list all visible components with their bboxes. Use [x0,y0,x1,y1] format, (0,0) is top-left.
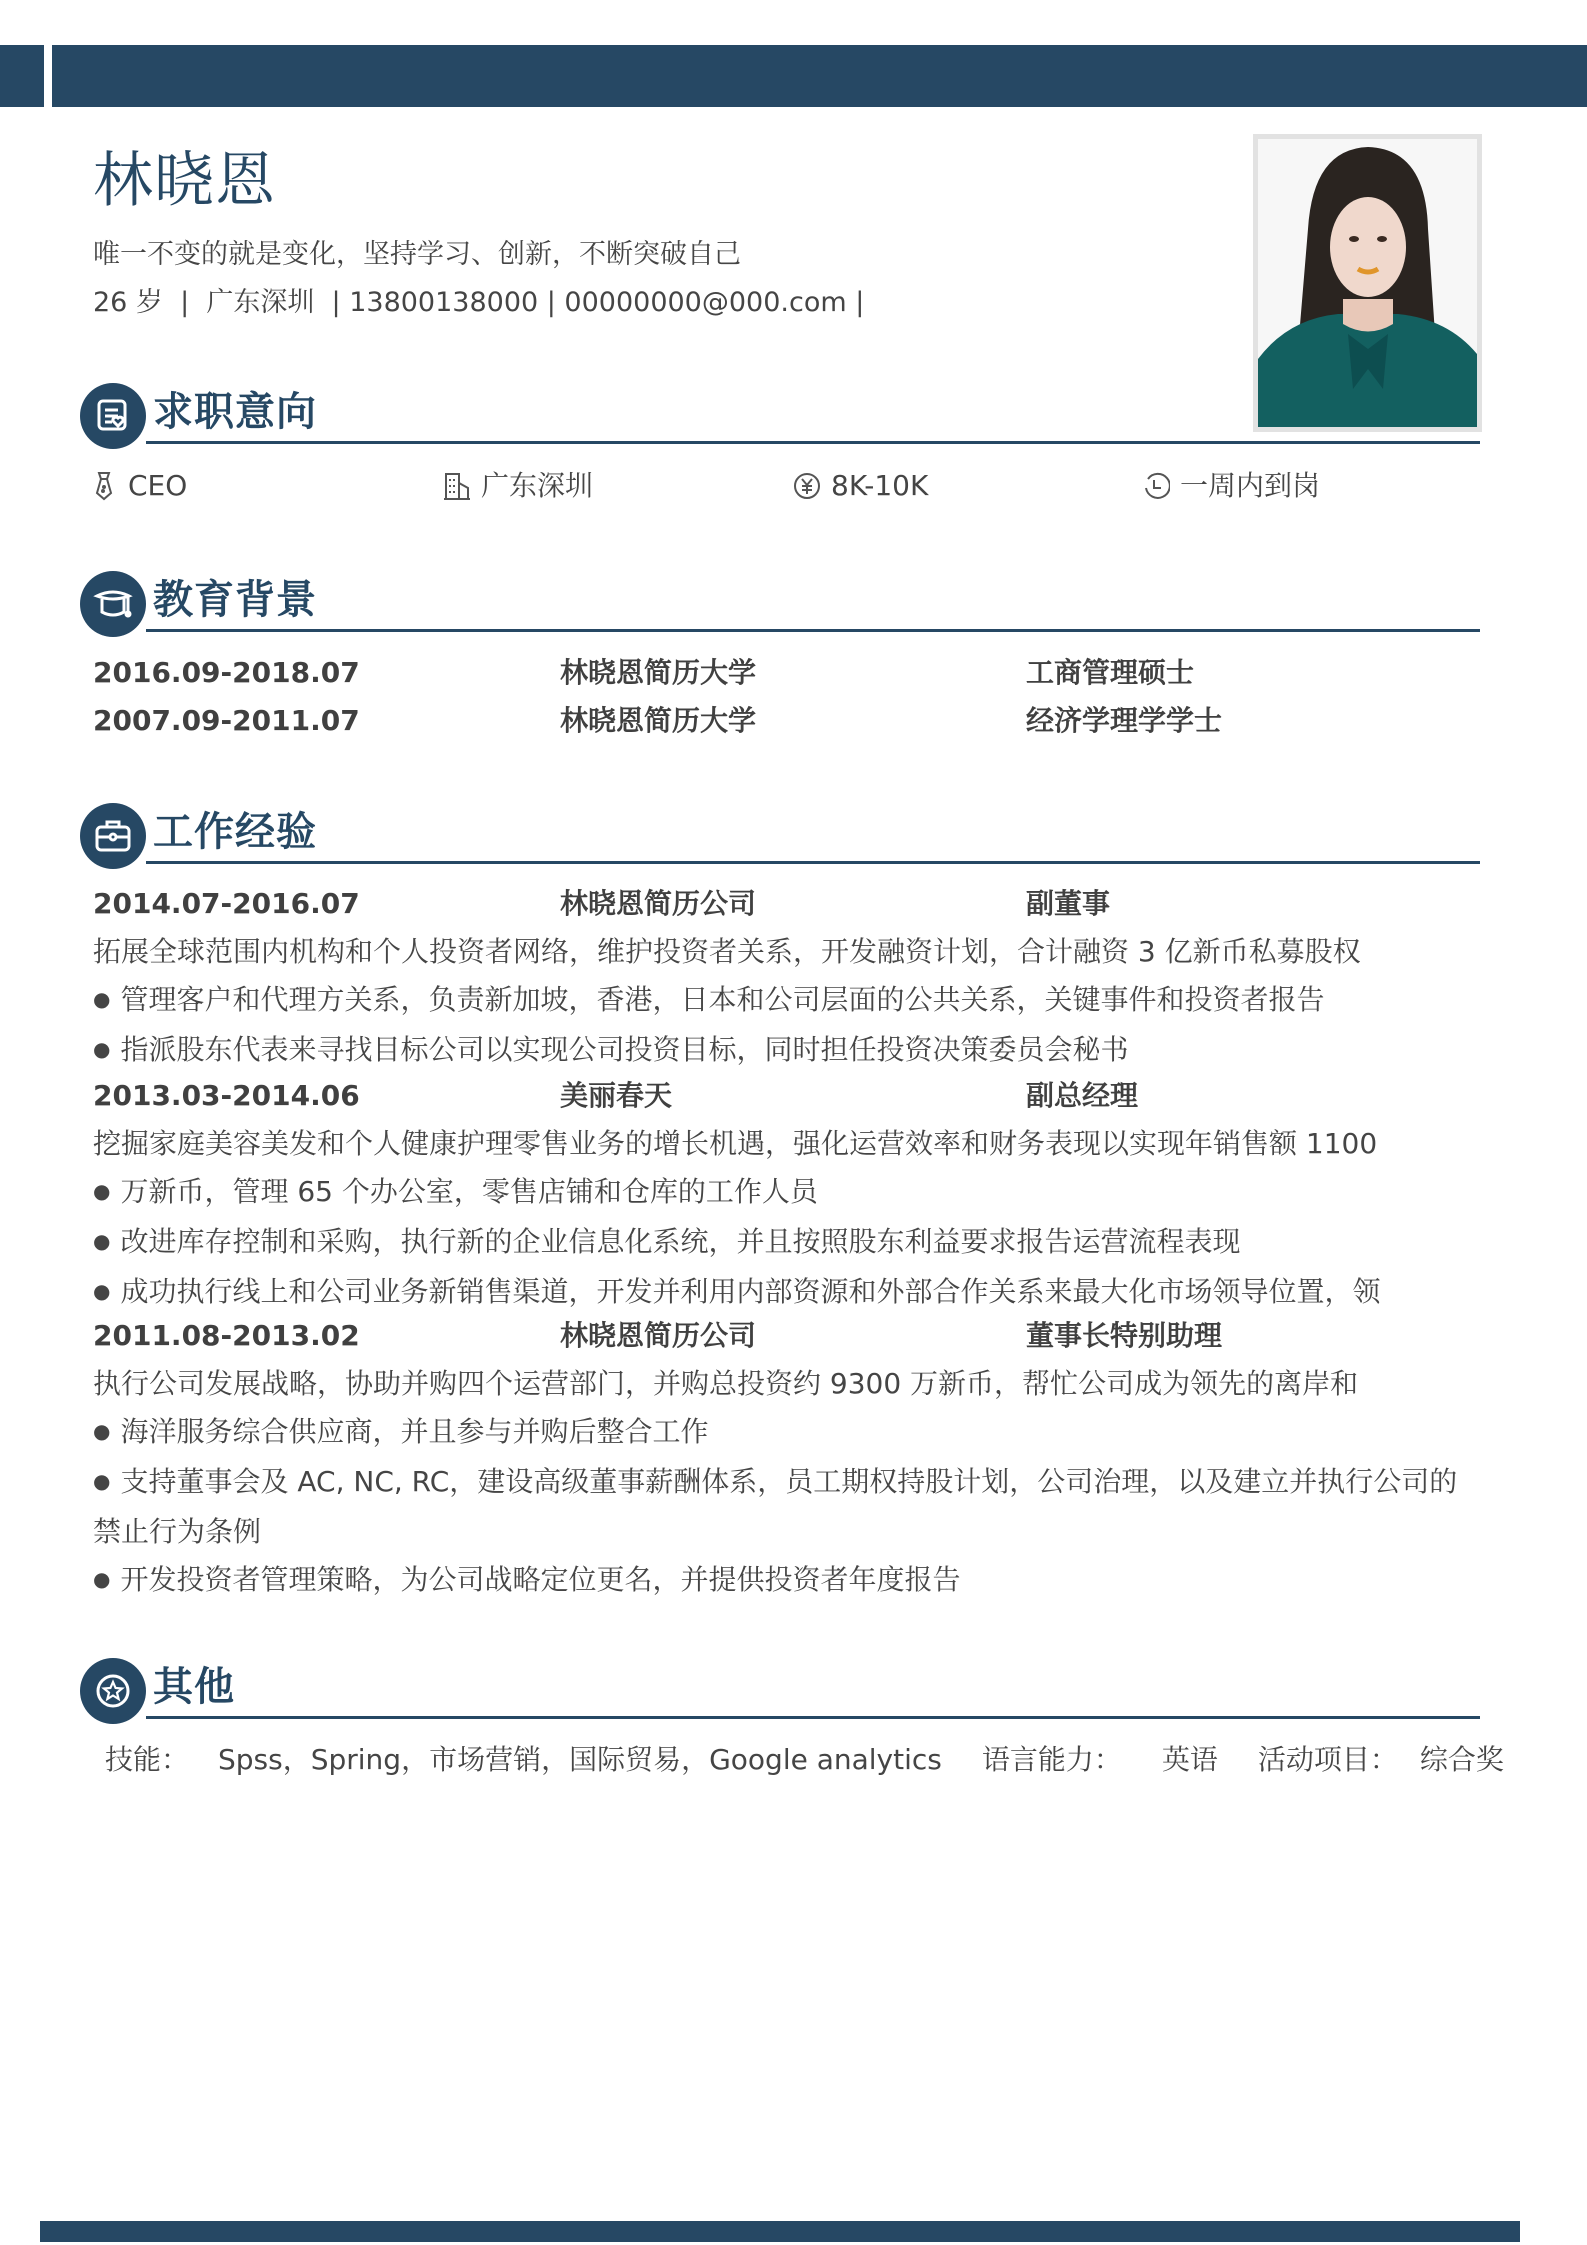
intent-availability [1142,466,1320,506]
job-bullet: ● 海洋服务综合供应商，并且参与并购后整合工作 [93,1408,1483,1458]
resume-heart-icon [80,383,146,449]
briefcase-icon [80,803,146,869]
job-date: 2013.03-2014.06 [93,1079,360,1112]
skills-value: Spss，Spring，市场营销，国际贸易，Google analytics [218,1743,942,1776]
skills-label: 技能： [105,1743,190,1776]
education-row [93,701,1493,741]
yen-icon [793,471,821,501]
job-bullet: ● 万新币，管理 65 个办公室，零售店铺和仓库的工作人员 [93,1168,1483,1218]
education-school: 林晓恩简历大学 [560,656,757,689]
footer-bar [40,2221,1520,2242]
job-description [93,1360,1483,1606]
intent-label: 8K-10K [831,469,929,502]
job-bullet: ● 开发投资者管理策略，为公司战略定位更名，并提供投资者年度报告 [93,1556,1483,1606]
section-title: 教育背景 [153,577,317,623]
education-row [93,653,1493,693]
job-company: 林晓恩简历公司 [560,1319,757,1352]
other-info-row [105,1740,1504,1780]
section-header-intent [80,383,1480,453]
job-description [93,1120,1483,1318]
intent-position [90,466,187,506]
section-divider [146,861,1480,864]
tie-icon [90,471,118,501]
intent-label: CEO [128,469,188,502]
job-bullet: ● 支持董事会及 AC, NC, RC，建设高级董事薪酬体系，员工期权持股计划，公司治理，以及建立并执行公司的 [93,1458,1483,1508]
header-bar [52,45,1587,107]
language-label: 语言能力： [981,1743,1122,1776]
education-school: 林晓恩简历大学 [560,704,757,737]
job-role: 董事长特别助理 [1026,1319,1223,1352]
section-header-other [80,1658,1480,1728]
job-intent-row [90,466,1490,506]
intent-label: 广东深圳 [481,469,594,502]
job-line: 拓展全球范围内机构和个人投资者网络，维护投资者关系，开发融资计划，合计融资 3 亿新币私募股权 [93,935,1361,968]
job-header [93,1316,1493,1356]
section-header-education [80,571,1480,641]
intent-label: 一周内到岗 [1180,469,1321,502]
clock-icon [1142,471,1170,501]
job-description [93,928,1483,1076]
education-date: 2016.09-2018.07 [93,656,360,689]
section-divider [146,441,1480,444]
contact-info: 26 岁 | 广东深圳 | 13800138000 | 00000000@000.com | [93,287,865,318]
job-company: 林晓恩简历公司 [560,887,757,920]
job-date: 2014.07-2016.07 [93,887,360,920]
section-title: 工作经验 [153,809,317,855]
intent-salary [793,466,928,506]
candidate-name: 林晓恩 [93,146,276,216]
job-role: 副总经理 [1026,1079,1139,1112]
job-bullet: ● 改进库存控制和采购，执行新的企业信息化系统，并且按照股东利益要求报告运营流程表现 [93,1218,1483,1268]
job-role: 副董事 [1026,887,1111,920]
job-header [93,1076,1493,1116]
header-accent-block [0,45,44,107]
job-bullet: ● 管理客户和代理方关系，负责新加坡，香港，日本和公司层面的公共关系，关键事件和投资者报告 [93,976,1483,1026]
candidate-motto: 唯一不变的就是变化，坚持学习、创新，不断突破自己 [93,239,741,270]
job-bullet: ● 成功执行线上和公司业务新销售渠道，开发并利用内部资源和外部合作关系来最大化市场领导位置，领 [93,1268,1483,1318]
section-divider [146,629,1480,632]
language-value: 英语 [1161,1743,1218,1776]
job-header [93,884,1493,924]
education-degree: 工商管理硕士 [1026,656,1195,689]
activity-label: 活动项目： [1257,1743,1398,1776]
intent-location [443,466,593,506]
job-date: 2011.08-2013.02 [93,1319,360,1352]
section-title: 求职意向 [153,389,317,435]
section-header-work [80,803,1480,873]
section-title: 其他 [153,1664,235,1710]
building-icon [443,471,471,501]
graduation-cap-icon [80,571,146,637]
job-line: 执行公司发展战略，协助并购四个运营部门，并购总投资约 9300 万新币，帮忙公司成为领先的离岸和 [93,1367,1359,1400]
job-line: 挖掘家庭美容美发和个人健康护理零售业务的增长机遇，强化运营效率和财务表现以实现年销售额 1100 [93,1127,1378,1160]
star-badge-icon [80,1658,146,1724]
section-divider [146,1716,1480,1719]
activity-value: 综合奖 [1419,1743,1504,1776]
education-date: 2007.09-2011.07 [93,704,360,737]
job-company: 美丽春天 [560,1079,673,1112]
job-bullet: ● 指派股东代表来寻找目标公司以实现公司投资目标，同时担任投资决策委员会秘书 [93,1026,1483,1076]
education-degree: 经济学理学学士 [1026,704,1223,737]
job-line: 禁止行为条例 [93,1515,262,1548]
